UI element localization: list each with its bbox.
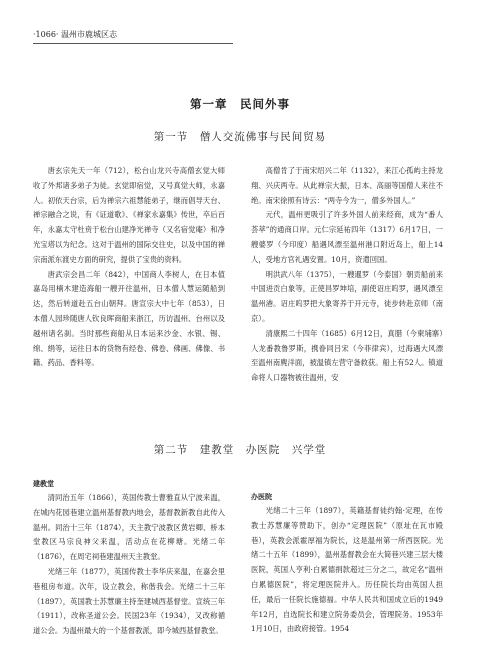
- section-2-title: 第二节 建教堂 办医院 兴学堂: [153, 444, 327, 456]
- paragraph: 清康熙二十四年（1685）6月12日，真腊（今柬埔寨）人龙番教鲁罗斯，携眷同吕宋（今菲律宾），过海遇大风漂至温州南麂洋面，被温镇左营守备救获。船上有52人。镇道命将人口器物被往温州，安: [251, 328, 443, 383]
- subsection-heading: 办医院: [251, 493, 272, 501]
- section-2-right-column: [251, 490, 443, 637]
- paragraph: 清同治五年（1866），英国传教士曹雅直从宁波来温，在城内花园巷建立温州基督教内地会，基督教新教自此传入温州。同治十三年（1874），天主教宁波教区黄岩卿、桥本堂教区马宗良神父来温，活动点在花柳塘。光绪二年（1876），在周宅祠巷建温州天主教堂。: [33, 493, 225, 562]
- chapter-title: 第一章 民间外事: [190, 97, 290, 111]
- section-2-left-column: [33, 477, 225, 639]
- running-header: ·1066· 温州市鹿城区志: [33, 30, 117, 39]
- paragraph: 唐玄宗先天一年（712），松台山龙兴寺高僧玄觉大师收了外邦诸多弟子为徒。玄觉即宿觉，又号真觉大师，永嘉人。初依天台宗，后为禅宗六祖慧能弟子，继而倡导天台、禅宗融合之说，有《证道歌》、《禅家永嘉集》传世，卒后百年，永嘉太守杜贲于松台山建净光禅寺（又名宿觉庵）和净光宝塔以为纪念。这对于温州的国际交往史，以及中国的禅宗南派东渡史方面的研究，提供了宝贵的资料。: [33, 166, 225, 264]
- paragraph: 唐武宗会昌二年（842），中国商人李树人，在日本值嘉岛用楠木建造海船一艘开往温州，日本僧人慧运随船到达，然后转道赴五台山朝拜。唐宣宗大中七年（853），日本僧人园珍随唐人钦良晖商船来浙江，历访温州、台州以及越州诸名刹。当时那些商船从日本运来沙金、水银、锡、绵、绢等，运往日本的货物有经卷、佛卷、佛画、佛像、书籍、药品、香料等。: [33, 269, 225, 368]
- paragraph: 元代，温州更吸引了许多外国人前来经商，成为“番人荟萃”的通商口岸。元仁宗延祐四年（1317）6月17日，一艘婆罗（今印度）船遇风漂至温州港口附近岛上，船上14人，受地方官礼遇安置。10月，资遣回国。: [251, 210, 443, 264]
- paragraph: 光绪三年（1877），英国传教士李华庆来温，在嘉会里巷租房布道。次年，设立教会，称偕我会。光绪二十三年（1897），英国教士苏慧廉主持奎建城西基督堂。宣统三年（1911），改称圣道公会。民国23年（1934），又改称循道公会。为温州最大的一个基督教派，即今城西基督教堂。: [33, 566, 225, 636]
- paragraph: 高僧肯了于南宋绍兴二年（1132），来江心孤屿主持龙翔、兴庆两寺。从此禅宗大振，日本、高丽等国僧人来往不绝。南宋徐照有诗云：“两寺今为一，僧多外国人。”: [251, 166, 443, 205]
- paragraph: 明洪武八年（1375），一艘暹罗（今泰国）朝贡船前来中国进贡白象等，正使昌罗坤培，副使诏庄呜罗，遇风漂至温州港。诏庄呜罗把大象寄养于开元寺，徒步转赴京师（南京）。: [251, 269, 443, 323]
- paragraph: 光绪二十三年（1897），英籍基督徒约翰·定理，在传教士苏慧廉等赞助下，创办“定理医院”（原址在瓦市殿巷），英教会派霍厚福为院长，这是温州第一所西医院。光绪二十五年（1899），温州基督教会在大简巷兴建三层大楼医院，英国人亨利·白累德捐款超过三分之二，故定名“温州白累德医院”，将定理医院并入。历任院长均由英国人担任，最后一任院长施德福。中华人民共和国成立后的1949年12月，自选院长和建立院务委员会，管理院务。1953年1月10日，由政府接管。1954: [251, 506, 443, 634]
- header-rule: [33, 43, 233, 44]
- section-1-left-column: [33, 164, 225, 371]
- subsection-heading: 建教堂: [33, 480, 54, 488]
- section-1-title: 第一节 僧人交流佛事与民间贸易: [153, 131, 327, 143]
- section-1-right-column: [251, 164, 443, 386]
